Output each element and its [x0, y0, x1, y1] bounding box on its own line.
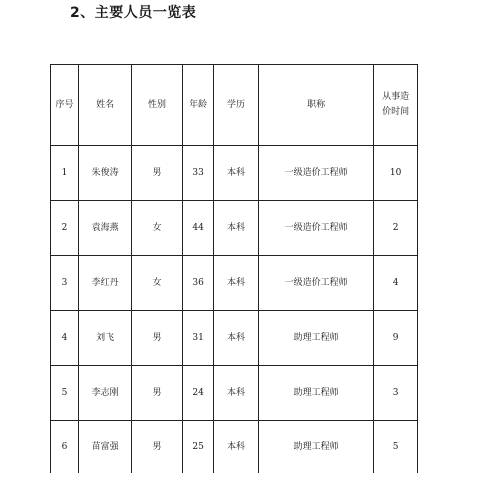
cell-education: 本科: [214, 146, 259, 201]
cell-title: 助理工程师: [258, 366, 373, 421]
header-name: 姓名: [79, 65, 132, 146]
cell-title: 一级造价工程师: [258, 146, 373, 201]
cell-name: 苗富强: [79, 421, 132, 474]
cell-gender: 男: [132, 311, 183, 366]
cell-gender: 男: [132, 146, 183, 201]
cell-title: 一级造价工程师: [258, 256, 373, 311]
header-years-label: 从事造价时间: [382, 92, 410, 117]
cell-gender: 男: [132, 366, 183, 421]
cell-title: 助理工程师: [258, 421, 373, 474]
table-header-row: [51, 65, 418, 146]
header-title: 职称: [258, 65, 373, 146]
cell-education: 本科: [214, 256, 259, 311]
cell-years: 4: [374, 256, 418, 311]
cell-education: 本科: [214, 311, 259, 366]
cell-age: 44: [183, 201, 214, 256]
cell-name: 李红丹: [79, 256, 132, 311]
cell-age: 36: [183, 256, 214, 311]
cell-education: 本科: [214, 201, 259, 256]
cell-years: 2: [374, 201, 418, 256]
cell-age: 25: [183, 421, 214, 474]
cell-gender: 女: [132, 256, 183, 311]
cell-years: 3: [374, 366, 418, 421]
header-age: 年龄: [183, 65, 214, 146]
cell-age: 33: [183, 146, 214, 201]
cell-education: 本科: [214, 421, 259, 474]
table-row: [51, 421, 418, 474]
table-row: [51, 201, 418, 256]
table-row: [51, 366, 418, 421]
cell-age: 31: [183, 311, 214, 366]
cell-index: 2: [51, 201, 79, 256]
cell-index: 3: [51, 256, 79, 311]
table-row: [51, 256, 418, 311]
cell-years: 10: [374, 146, 418, 201]
header-education: 学历: [214, 65, 259, 146]
cell-name: 刘飞: [79, 311, 132, 366]
cell-name: 袁海燕: [79, 201, 132, 256]
staff-table: [50, 64, 418, 473]
cell-index: 6: [51, 421, 79, 474]
header-years: [374, 65, 418, 146]
cell-years: 9: [374, 311, 418, 366]
cell-gender: 女: [132, 201, 183, 256]
cell-name: 李志刚: [79, 366, 132, 421]
cell-age: 24: [183, 366, 214, 421]
cell-name: 朱俊涛: [79, 146, 132, 201]
cell-gender: 男: [132, 421, 183, 474]
cell-title: 一级造价工程师: [258, 201, 373, 256]
header-index: 序号: [51, 65, 79, 146]
section-heading: 2、主要人员一览表: [70, 5, 197, 21]
cell-index: 1: [51, 146, 79, 201]
table-row: [51, 146, 418, 201]
cell-title: 助理工程师: [258, 311, 373, 366]
cell-years: 5: [374, 421, 418, 474]
cell-index: 5: [51, 366, 79, 421]
cell-education: 本科: [214, 366, 259, 421]
header-gender: 性别: [132, 65, 183, 146]
table-row: [51, 311, 418, 366]
cell-index: 4: [51, 311, 79, 366]
